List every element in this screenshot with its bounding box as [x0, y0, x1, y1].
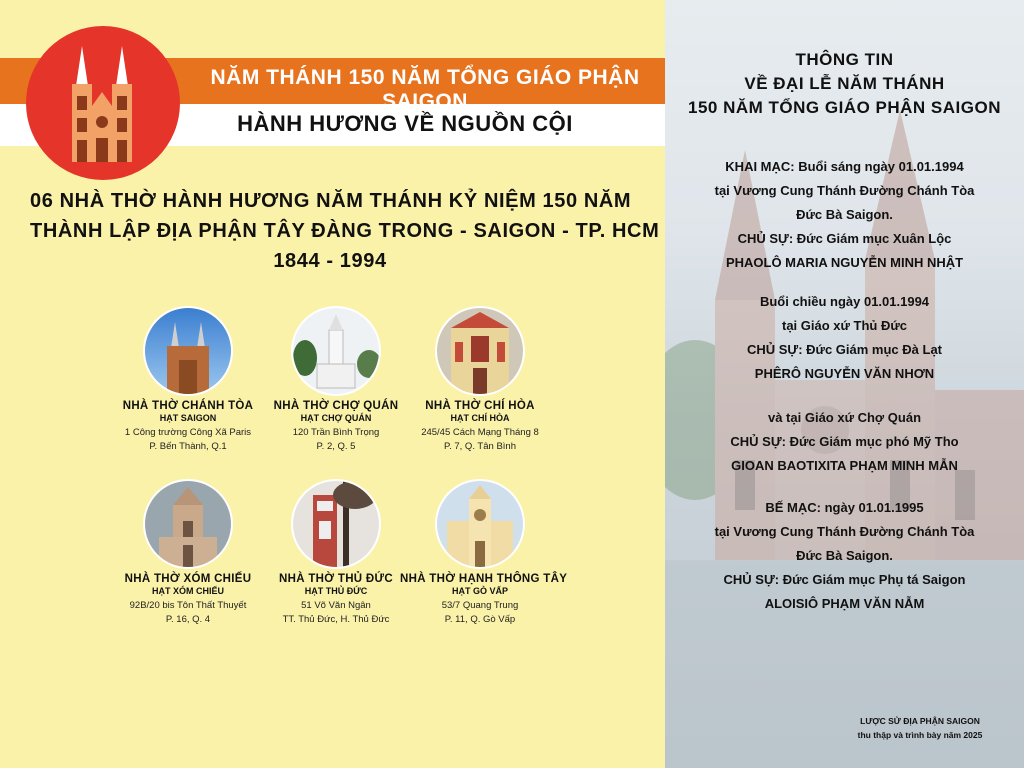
- church-name: NHÀ THỜ CHỢ QUÁN: [273, 400, 399, 412]
- church-address: 1 Công trường Công Xã Paris P. Bến Thành, Q.1: [124, 427, 252, 452]
- info-afternoon-section: Buổi chiều ngày 01.01.1994 tại Giáo xứ Thủ Đức CHỦ SỰ: Đức Giám mục Đà Lạt PHÊRÔ NGUYỄN VĂN NHƠN: [746, 294, 942, 381]
- church-address: 92B/20 bis Tôn Thất Thuyết P. 16, Q. 4: [129, 600, 247, 625]
- church-photo: [145, 308, 231, 394]
- church-photo: [437, 481, 523, 567]
- church-deanery: HẠT THỦ ĐỨC: [304, 586, 368, 596]
- church-card-chi-hoa: [400, 308, 560, 454]
- church-card-chanh-toa: [108, 308, 268, 454]
- church-address: 245/45 Cách Mạng Tháng 8 P. 7, Q. Tân Bình: [421, 427, 539, 452]
- info-title: THÔNG TIN VỀ ĐẠI LỄ NĂM THÁNH 150 NĂM TỔNG GIÁO PHẬN SAIGON: [688, 50, 1001, 117]
- church-address: 51 Võ Văn Ngân TT. Thủ Đức, H. Thủ Đức: [282, 600, 390, 625]
- church-address: 120 Trần Bình Trọng P. 2, Q. 5: [292, 427, 380, 452]
- footer-credit: LƯỢC SỬ ĐỊA PHẬN SAIGON thu thập và trình bày năm 2025: [857, 716, 983, 740]
- church-photo: [437, 308, 523, 394]
- church-deanery: HẠT GÒ VẤP: [451, 586, 508, 596]
- church-deanery: HẠT XÓM CHIẾU: [152, 586, 224, 596]
- church-card-xom-chieu: [108, 481, 268, 627]
- church-name: NHÀ THỜ CHÁNH TÒA: [122, 400, 254, 412]
- church-name: NHÀ THỜ THỦ ĐỨC: [279, 573, 393, 585]
- church-photo: [293, 481, 379, 567]
- cathedral-icon: [26, 26, 180, 180]
- info-closing-section: BẾ MẠC: ngày 01.01.1995 tại Vương Cung Thánh Đường Chánh Tòa Đức Bà Saigon. CHỦ SỰ: Đức Giám mục Phụ tá Saigon ALOISIÔ PHẠM VĂN NẪM: [714, 500, 975, 611]
- main-title-line-3: 1844 - 1994: [273, 250, 387, 272]
- church-name: NHÀ THỜ HẠNH THÔNG TÂY: [400, 573, 568, 585]
- church-deanery: HẠT CHỢ QUÁN: [300, 413, 372, 423]
- main-title-line-2: THÀNH LẬP ĐỊA PHẬN TÂY ĐÀNG TRONG - SAIGON - TP. HCM: [30, 220, 660, 242]
- church-deanery: HẠT CHÍ HÒA: [450, 413, 510, 423]
- main-title: [30, 186, 660, 276]
- info-choquan-section: và tại Giáo xứ Chợ Quán CHỦ SỰ: Đức Giám mục phó Mỹ Tho GIOAN BAOTIXITA PHẠM MINH MẪN: [730, 410, 959, 473]
- main-title-line-1: 06 NHÀ THỜ HÀNH HƯƠNG NĂM THÁNH KỶ NIỆM 150 NĂM: [30, 190, 632, 212]
- church-deanery: HẠT SAIGON: [159, 413, 217, 423]
- church-photo: [293, 308, 379, 394]
- info-opening-section: KHAI MẠC: Buổi sáng ngày 01.01.1994 tại Vương Cung Thánh Đường Chánh Tòa Đức Bà Saigon. CHỦ SỰ: Đức Giám mục Xuân Lộc PHAOLÔ MARIA NGUYỄN MINH NHẬT: [714, 159, 975, 270]
- church-photo: [145, 481, 231, 567]
- cathedral-logo: [26, 26, 180, 180]
- church-name: NHÀ THỜ CHÍ HÒA: [425, 400, 535, 412]
- church-address: 53/7 Quang Trung P. 11, Q. Gò Vấp: [441, 600, 519, 625]
- church-card-cho-quan: [256, 308, 416, 454]
- church-card-thu-duc: [256, 481, 416, 627]
- church-card-hanh-thong-tay: [400, 481, 568, 627]
- church-name: NHÀ THỜ XÓM CHIẾU: [124, 573, 252, 585]
- header-subtitle: HÀNH HƯƠNG VỀ NGUỒN CỘI: [237, 111, 573, 136]
- header-title: NĂM THÁNH 150 NĂM TỔNG GIÁO PHẬN SAIGON: [210, 66, 640, 113]
